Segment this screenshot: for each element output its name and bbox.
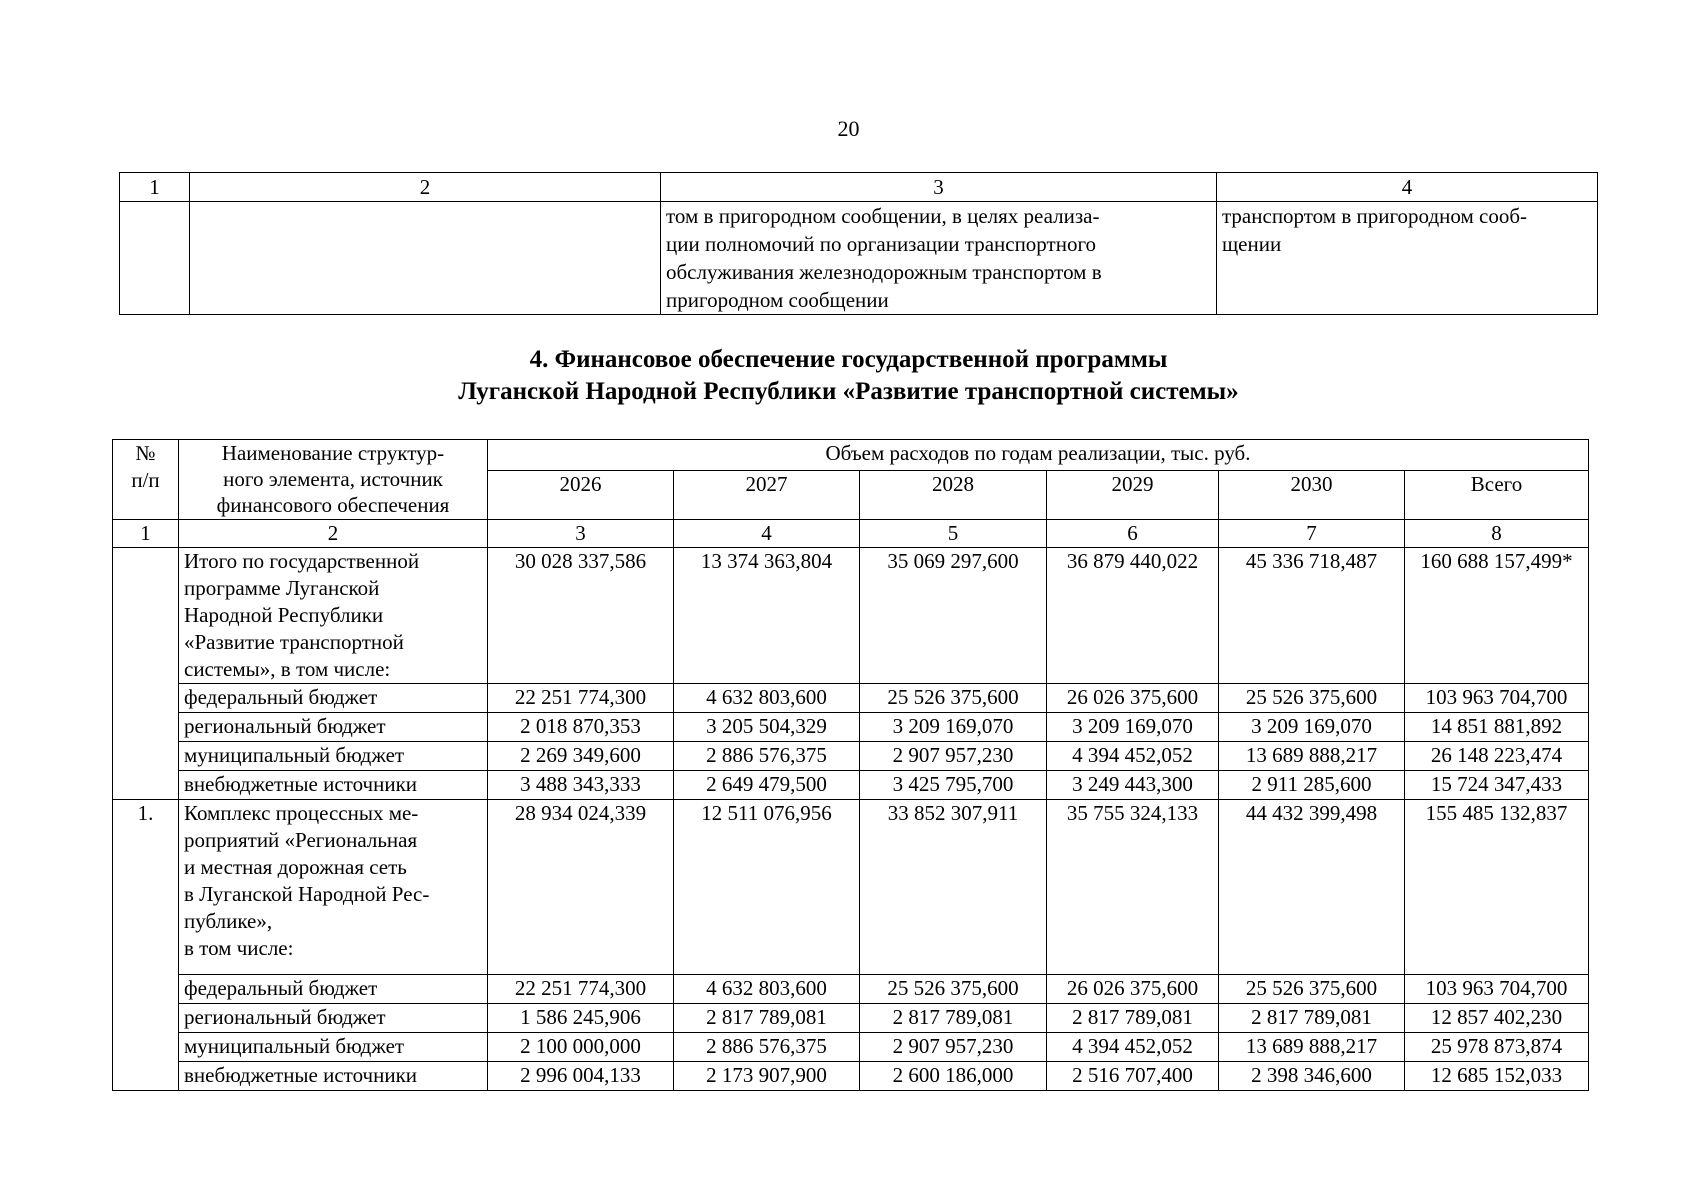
column-number-header: 4 <box>1217 173 1598 202</box>
column-number: 5 <box>860 520 1047 548</box>
table-cell: транспортом в пригородном сооб- щении <box>1217 202 1598 315</box>
column-number: 8 <box>1405 520 1589 548</box>
value-cell: 2 907 957,230 <box>860 1033 1047 1062</box>
value-cell: 2 996 004,133 <box>488 1062 674 1091</box>
value-cell: 25 526 375,600 <box>860 684 1047 713</box>
value-cell: 4 394 452,052 <box>1047 742 1219 771</box>
value-cell: 13 374 363,804 <box>674 548 860 684</box>
table-row <box>113 975 1589 1004</box>
column-number-header: 1 <box>120 173 190 202</box>
value-cell: 26 026 375,600 <box>1047 684 1219 713</box>
value-cell: 25 526 375,600 <box>1219 975 1405 1004</box>
value-cell: 2 649 479,500 <box>674 771 860 800</box>
header-year: 2027 <box>674 471 860 520</box>
value-cell: 33 852 307,911 <box>860 800 1047 975</box>
table-row <box>113 684 1589 713</box>
value-cell: 12 857 402,230 <box>1405 1004 1589 1033</box>
value-cell: 2 398 346,600 <box>1219 1062 1405 1091</box>
row-name: муниципальный бюджет <box>179 1033 488 1062</box>
value-cell: 22 251 774,300 <box>488 975 674 1004</box>
row-number: 1. <box>113 800 179 1091</box>
header-num: № п/п <box>113 440 179 520</box>
value-cell: 13 689 888,217 <box>1219 742 1405 771</box>
value-cell: 103 963 704,700 <box>1405 975 1589 1004</box>
column-number: 2 <box>179 520 488 548</box>
value-cell: 3 249 443,300 <box>1047 771 1219 800</box>
value-cell: 45 336 718,487 <box>1219 548 1405 684</box>
value-cell: 14 851 881,892 <box>1405 713 1589 742</box>
table-row <box>113 1004 1589 1033</box>
value-cell: 28 934 024,339 <box>488 800 674 975</box>
value-cell: 2 516 707,400 <box>1047 1062 1219 1091</box>
value-cell: 35 755 324,133 <box>1047 800 1219 975</box>
value-cell: 103 963 704,700 <box>1405 684 1589 713</box>
value-cell: 2 817 789,081 <box>674 1004 860 1033</box>
value-cell: 22 251 774,300 <box>488 684 674 713</box>
row-name: Итого по государственной программе Луганской Народной Республики «Развитие транспортной системы», в том числе: <box>179 548 488 684</box>
header-expenses-group: Объем расходов по годам реализации, тыс. руб. <box>488 440 1589 471</box>
value-cell: 25 978 873,874 <box>1405 1033 1589 1062</box>
value-cell: 160 688 157,499* <box>1405 548 1589 684</box>
row-name: федеральный бюджет <box>179 975 488 1004</box>
header-name: Наименование структур- ного элемента, источник финансового обеспечения <box>179 440 488 520</box>
column-number: 3 <box>488 520 674 548</box>
header-year: 2029 <box>1047 471 1219 520</box>
row-name: внебюджетные источники <box>179 1062 488 1091</box>
column-number-header: 2 <box>190 173 661 202</box>
value-cell: 2 173 907,900 <box>674 1062 860 1091</box>
value-cell: 2 907 957,230 <box>860 742 1047 771</box>
value-cell: 36 879 440,022 <box>1047 548 1219 684</box>
row-name: муниципальный бюджет <box>179 742 488 771</box>
value-cell: 4 632 803,600 <box>674 975 860 1004</box>
table-row <box>113 713 1589 742</box>
table-cell: том в пригородном сообщении, в целях реализа- ции полномочий по организации транспортного обслуживания железнодорожным транспортом в пригородном сообщении <box>661 202 1217 315</box>
table-row <box>113 548 1589 684</box>
value-cell: 3 209 169,070 <box>860 713 1047 742</box>
table-row <box>113 1033 1589 1062</box>
value-cell: 2 817 789,081 <box>1219 1004 1405 1033</box>
table-row <box>113 1062 1589 1091</box>
header-year: 2028 <box>860 471 1047 520</box>
value-cell: 12 511 076,956 <box>674 800 860 975</box>
value-cell: 4 394 452,052 <box>1047 1033 1219 1062</box>
row-name: региональный бюджет <box>179 713 488 742</box>
value-cell: 25 526 375,600 <box>1219 684 1405 713</box>
value-cell: 3 425 795,700 <box>860 771 1047 800</box>
value-cell: 4 632 803,600 <box>674 684 860 713</box>
column-number: 1 <box>113 520 179 548</box>
section-title-line: Луганской Народной Республики «Развитие транспортной системы» <box>458 378 1239 405</box>
value-cell: 1 586 245,906 <box>488 1004 674 1033</box>
column-number: 6 <box>1047 520 1219 548</box>
value-cell: 2 600 186,000 <box>860 1062 1047 1091</box>
value-cell: 13 689 888,217 <box>1219 1033 1405 1062</box>
table-cell <box>190 202 661 315</box>
value-cell: 2 911 285,600 <box>1219 771 1405 800</box>
row-name: региональный бюджет <box>179 1004 488 1033</box>
row-number <box>113 548 179 800</box>
value-cell: 2 817 789,081 <box>1047 1004 1219 1033</box>
value-cell: 3 209 169,070 <box>1219 713 1405 742</box>
value-cell: 12 685 152,033 <box>1405 1062 1589 1091</box>
row-name: федеральный бюджет <box>179 684 488 713</box>
row-name: внебюджетные источники <box>179 771 488 800</box>
value-cell: 30 028 337,586 <box>488 548 674 684</box>
value-cell: 2 817 789,081 <box>860 1004 1047 1033</box>
value-cell: 155 485 132,837 <box>1405 800 1589 975</box>
value-cell: 2 018 870,353 <box>488 713 674 742</box>
column-number: 4 <box>674 520 860 548</box>
column-number-header: 3 <box>661 173 1217 202</box>
table-cell <box>120 202 190 315</box>
header-year: 2030 <box>1219 471 1405 520</box>
value-cell: 2 886 576,375 <box>674 1033 860 1062</box>
value-cell: 2 886 576,375 <box>674 742 860 771</box>
value-cell: 44 432 399,498 <box>1219 800 1405 975</box>
value-cell: 3 488 343,333 <box>488 771 674 800</box>
page-number: 20 <box>837 116 860 141</box>
section-title-line: 4. Финансовое обеспечение государственной программы <box>529 346 1168 373</box>
value-cell: 26 148 223,474 <box>1405 742 1589 771</box>
value-cell: 3 209 169,070 <box>1047 713 1219 742</box>
value-cell: 25 526 375,600 <box>860 975 1047 1004</box>
value-cell: 35 069 297,600 <box>860 548 1047 684</box>
row-name: Комплекс процессных ме- роприятий «Региональная и местная дорожная сеть в Луганской Народной Рес- публике», в том числе: <box>179 800 488 975</box>
value-cell: 2 269 349,600 <box>488 742 674 771</box>
value-cell: 15 724 347,433 <box>1405 771 1589 800</box>
table-row <box>113 742 1589 771</box>
value-cell: 26 026 375,600 <box>1047 975 1219 1004</box>
value-cell: 2 100 000,000 <box>488 1033 674 1062</box>
header-year: 2026 <box>488 471 674 520</box>
financial-table <box>112 439 1589 1091</box>
table-row <box>113 800 1589 975</box>
header-total: Всего <box>1405 471 1589 520</box>
continuation-table <box>119 172 1598 315</box>
column-number: 7 <box>1219 520 1405 548</box>
value-cell: 3 205 504,329 <box>674 713 860 742</box>
table-row <box>113 771 1589 800</box>
section-title <box>0 344 1697 408</box>
